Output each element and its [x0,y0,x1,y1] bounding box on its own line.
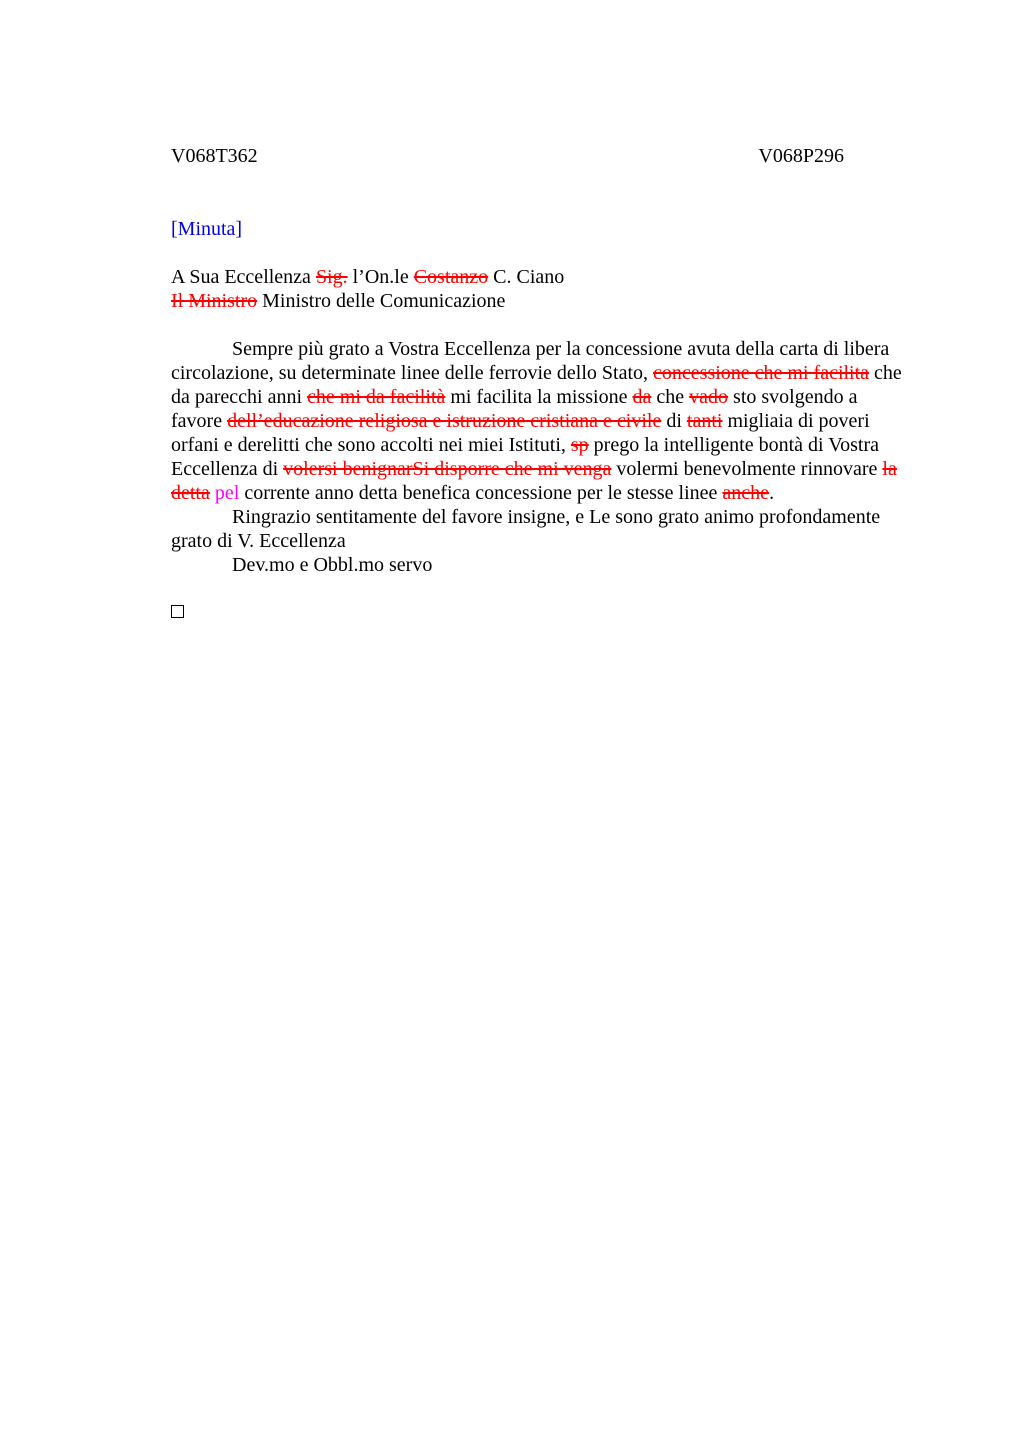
text-run: . [769,482,775,504]
deleted-text: da [632,386,652,408]
deleted-text: concessione che mi facilita [653,362,870,384]
right-document-id: V068P296 [758,145,844,167]
deleted-text: dell’educazione religiosa e istruzione cristiana e civile [227,410,662,432]
body-line [171,457,931,481]
text-run: prego la intelligente bontà di Vostra [588,434,879,456]
body-line [171,433,931,457]
deleted-text: vado [689,386,729,408]
text-run: Ringrazio sentitamente del favore insigne, e Le sono grato animo profondamente [232,506,881,528]
letter-body [171,337,931,577]
text-run: circolazione, su determinate linee delle ferrovie dello Stato, [171,362,654,384]
text-run: C. Ciano [488,266,565,288]
addressee-block [171,265,931,313]
text-run: volermi benevolmente rinnovare [611,458,883,480]
inserted-text: pel [214,482,240,504]
address-line-1 [171,265,931,289]
text-run: migliaia di poveri [722,410,870,432]
left-document-id: V068T362 [171,145,258,167]
deleted-text: la [882,458,897,480]
deleted-text: che mi da facilità [307,386,446,408]
minuta-label: [Minuta] [171,218,243,240]
deleted-text: sp [570,434,589,456]
text-run: grato di V. Eccellenza [171,530,346,552]
deleted-text: Costanzo [413,266,489,288]
text-run: Dev.mo e Obbl.mo servo [232,554,433,576]
text-run: da parecchi anni [171,386,308,408]
body-line [171,529,931,553]
deleted-text: Sig. [315,266,348,288]
deleted-text: tanti [686,410,723,432]
text-run: che [651,386,690,408]
body-line [171,409,931,433]
body-line [171,481,931,505]
checkbox-square-icon [171,605,184,618]
text-run: di [661,410,687,432]
text-run: mi facilita la missione [445,386,633,408]
text-run: A Sua Eccellenza [171,266,316,288]
document-ids [171,145,844,169]
text-run: Sempre più grato a Vostra Eccellenza per la concessione avuta della carta di libera [232,338,890,360]
text-run: Ministro delle Comunicazione [257,290,506,312]
deleted-text: detta [171,482,210,504]
deleted-text: anche [722,482,770,504]
text-run: favore [171,410,228,432]
body-line [171,505,931,529]
body-line [171,337,931,361]
text-run: corrente anno detta benefica concessione per le stesse linee [239,482,723,504]
text-run: l’On.le [347,266,414,288]
closing-salutation [171,553,931,577]
body-line [171,385,931,409]
text-run: che [869,362,902,384]
deleted-text: Il Ministro [171,290,258,312]
text-run: orfani e derelitti che sono accolti nei miei Istituti, [171,434,571,456]
text-run: Eccellenza di [171,458,284,480]
document-page [171,145,931,618]
deleted-text: volersi benignarSi disporre che mi venga [283,458,612,480]
text-run: sto svolgendo a [728,386,858,408]
body-line [171,361,931,385]
address-line-2 [171,289,931,313]
